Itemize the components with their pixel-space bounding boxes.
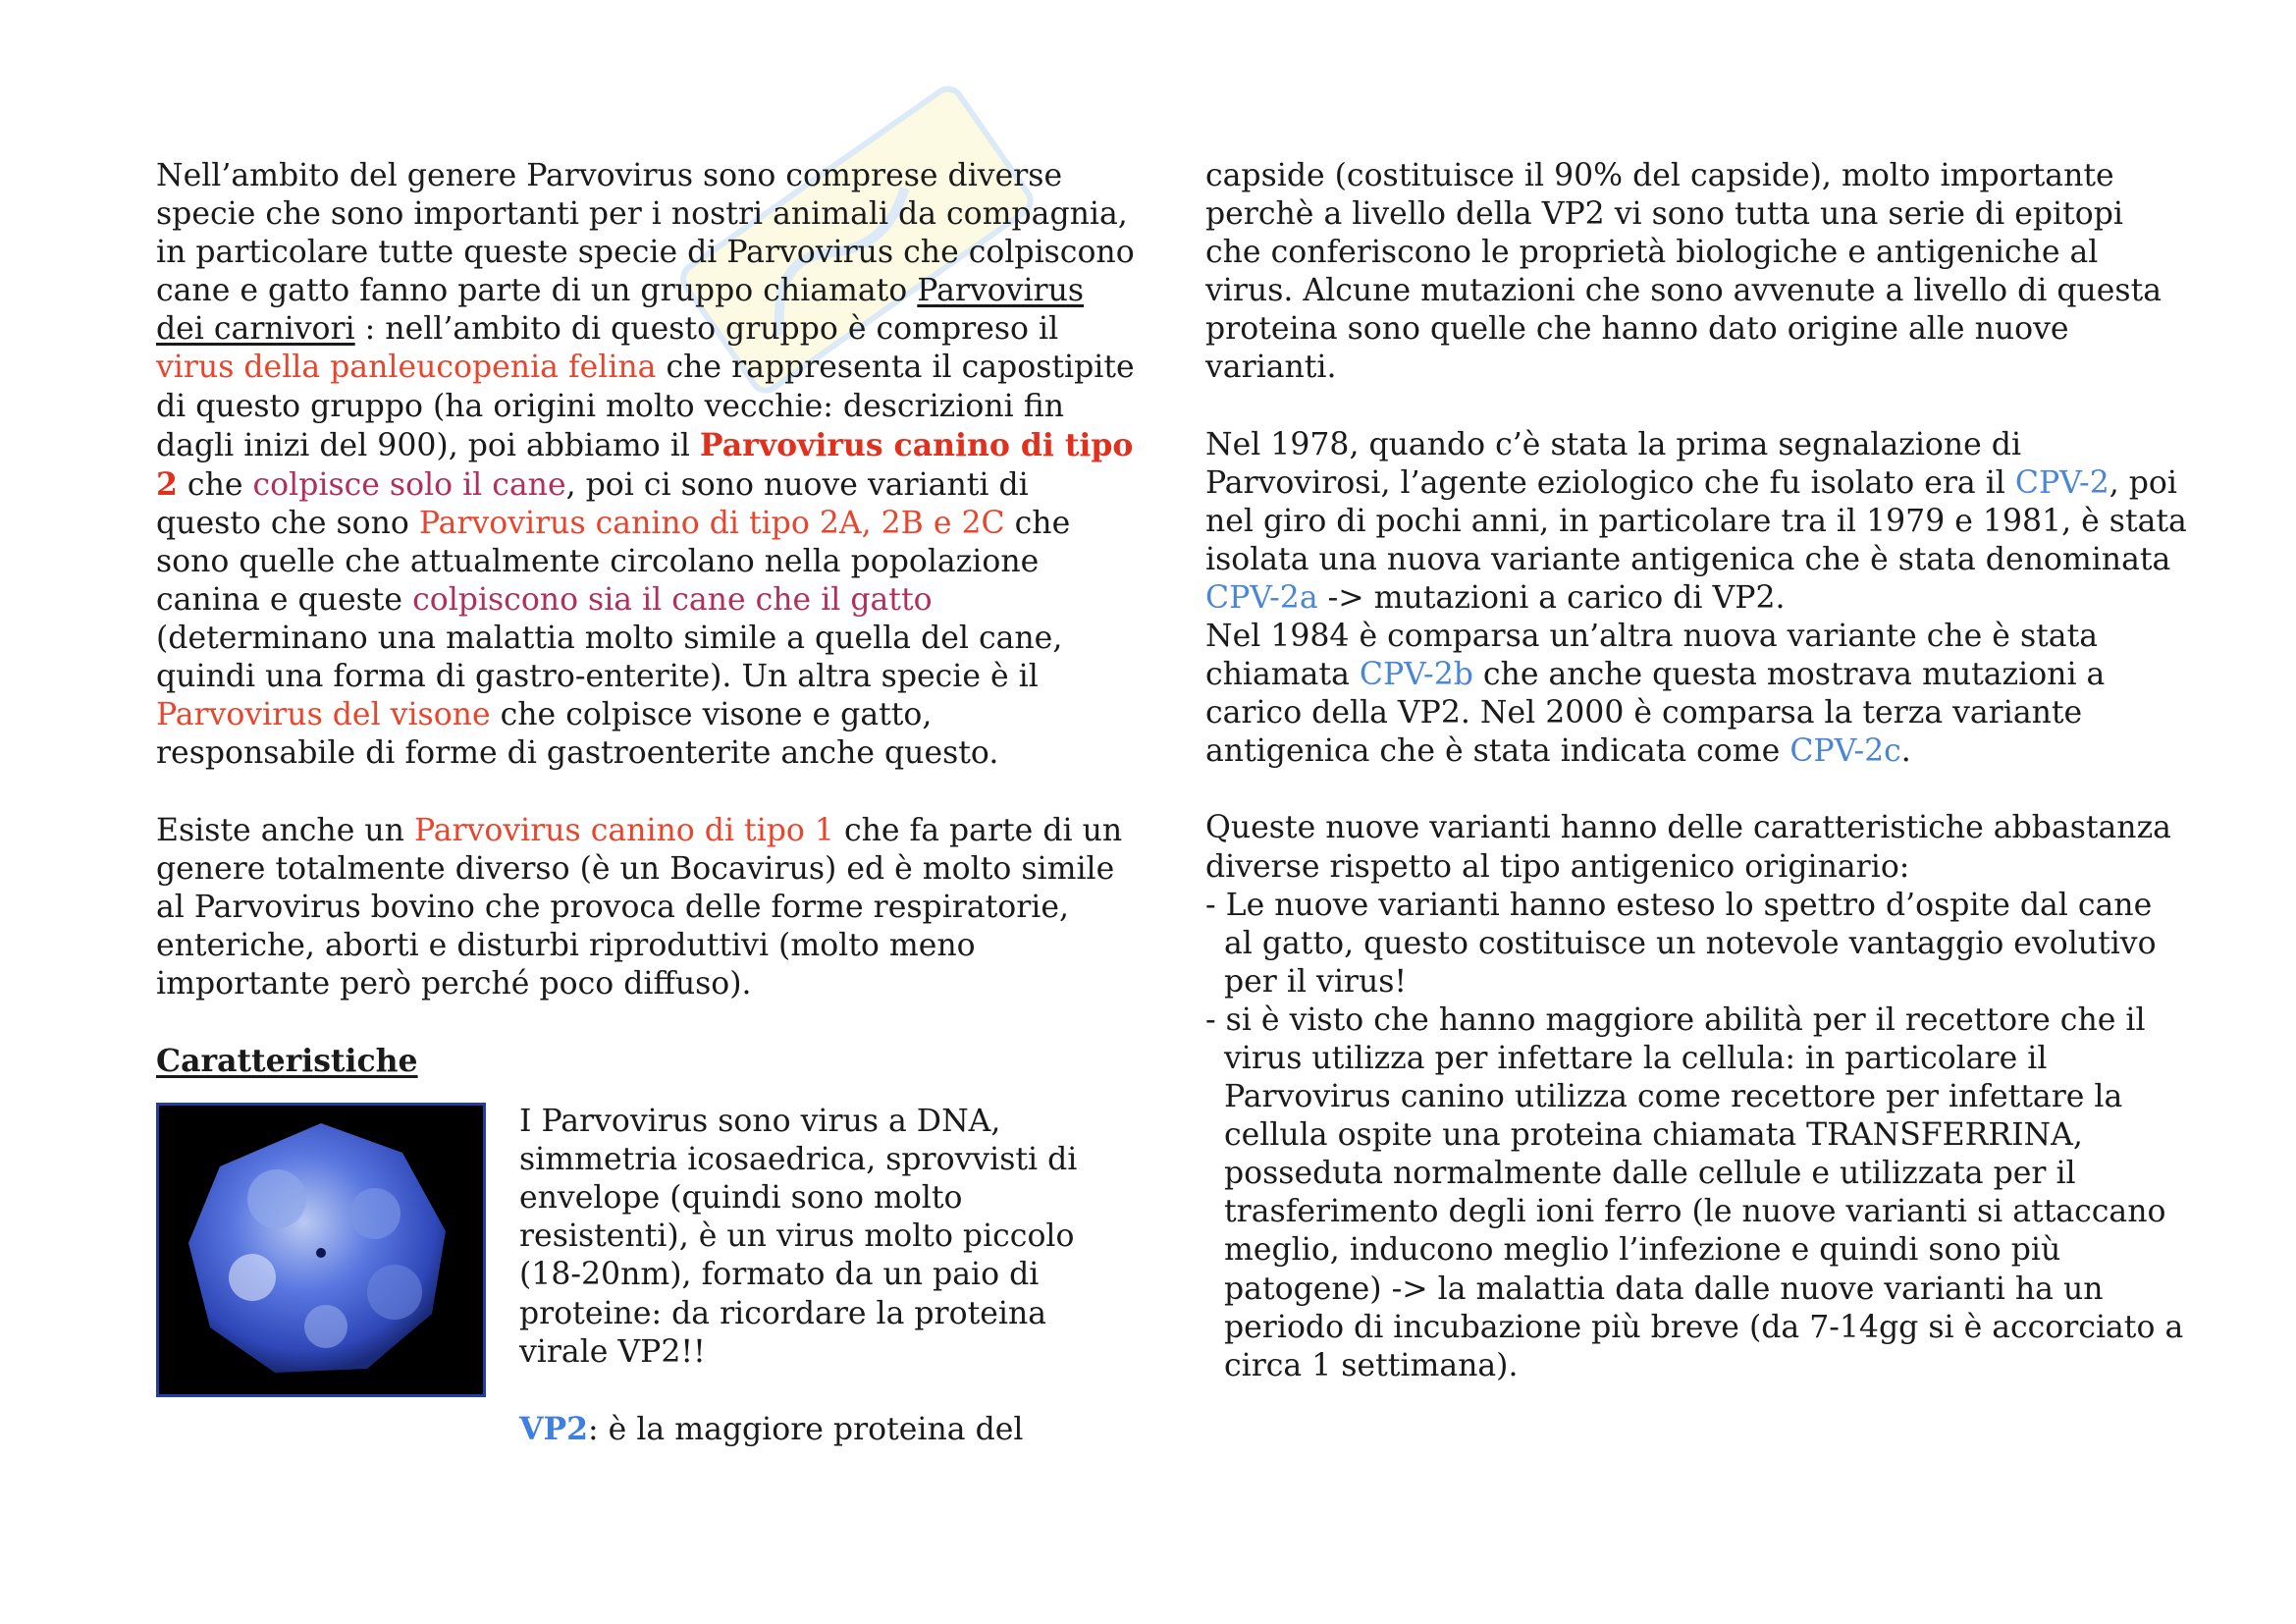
cpv2-term: Parvovirus canino di tipo 2 <box>156 426 1134 503</box>
list-item: - si è visto che hanno maggiore abilità per il recettore che il virus utilizza per infettare la cellula: in particolare il Parvovirus canino utilizza come recettore per infettare la cellula ospite una proteina chiamata TRANSFERRINA, posseduta normalmente dalle cellule e utilizzata per il trasferimento degli ioni ferro (le nuove varianti si attaccano meglio, inducono meglio l’infezione e quindi sono più patogene) -> la malattia data dalle nuove varianti ha un periodo di incubazione più breve (da 7-14gg si è accorciato a circa 1 settimana). <box>1205 1001 2184 1383</box>
intro-paragraph: Nell’ambito del genere Parvovirus sono comprese diverse specie che sono importanti per i nostri animali da compagnia, in particolare tutte queste specie di Parvovirus che colpiscono cane e gatto fanno parte di un gruppo chiamato Parvovirus dei carnivori : nell’ambito di questo gruppo è compreso il virus della panleucopenia felina che rappresenta il capostipite di questo gruppo (ha origini molto vecchie: descrizioni fin dagli inizi del 900), poi abbiamo il Parvovirus canino di tipo 2 che colpisce solo il cane, poi ci sono nuove varianti di questo che sono Parvovirus canino di tipo 2A, 2B e 2C che sono quelle che attualmente circolano nella popolazione canina e queste colpiscono sia il cane che il gatto (determinano una malattia molto simile a quella del cane, quindi una forma di gastro-enterite). Un altra specie è il Parvovirus del visone che colpisce visone e gatto, responsabile di forme di gastroenterite anche questo. <box>156 158 1135 772</box>
fpv-term: virus della panleucopenia felina <box>156 350 657 386</box>
figure-caption-text: I Parvovirus sono virus a DNA, simmetria icosaedrica, sprovvisti di envelope (quindi sono molto resistenti), è un virus molto piccolo (18-20nm), formato da un paio di proteine: da ricordare la proteina virale VP2!! VP2: è la maggiore proteina del <box>519 1103 1138 1449</box>
capsid-paragraph: capside (costituisce il 90% del capside), molto importante perchè a livello della VP2 vi sono tutta una serie di epitopi che conferiscono le proprietà biologiche e antigeniche al virus. Alcune mutazioni che sono avvenute a livello di questa proteina sono quelle che hanno dato origine alle nuove varianti. <box>1205 158 2163 386</box>
dog-cat-term: colpiscono sia il cane che il gatto <box>412 582 933 619</box>
cpv-2b-term: CPV-2b <box>1359 657 1473 693</box>
left-column <box>156 157 1138 1486</box>
history-paragraph: Nel 1978, quando c’è stata la prima segnalazione di Parvovirosi, l’agente eziologico che fu isolato era il CPV-2, poi nel giro di pochi anni, in particolare tra il 1979 e 1981, è stata isolata una nuova variante antigenica che è stata denominata CPV-2a -> mutazioni a carico di VP2. <box>1205 426 2187 616</box>
dog-only-term: colpisce solo il cane <box>252 466 566 503</box>
right-column <box>1205 157 2187 1385</box>
cpv1-term: Parvovirus canino di tipo 1 <box>413 812 834 848</box>
variants-intro-paragraph: Queste nuove varianti hanno delle caratteristiche abbastanza diverse rispetto al tipo antigenico originario: <box>1205 810 2171 885</box>
list-item: - Le nuove varianti hanno esteso lo spettro d’ospite dal cane al gatto, questo costituisce un notevole vantaggio evolutivo per il virus! <box>1205 887 2157 1000</box>
parvovirus-image <box>156 1103 486 1397</box>
mink-term: Parvovirus del visone <box>156 697 491 733</box>
section-heading: Caratteristiche <box>156 1042 418 1079</box>
cpv1-paragraph: Esiste anche un Parvovirus canino di tipo 1 che fa parte di un genere totalmente diverso (è un Bocavirus) ed è molto simile al Parvovirus bovino che provoca delle forme respiratorie, enteriche, aborti e disturbi riproduttivi (molto meno importante però perché poco diffuso). <box>156 812 1123 1001</box>
vp2-term: VP2 <box>519 1410 589 1447</box>
cpv-2a-term: CPV-2a <box>1205 579 1318 616</box>
variants-term: Parvovirus canino di tipo 2A, 2B e 2C <box>418 505 1005 541</box>
carnivore-group-term: Parvovirus dei carnivori <box>156 273 1085 348</box>
cpv-2c-term: CPV-2c <box>1789 733 1901 770</box>
history-paragraph-2: Nel 1984 è comparsa un’altra nuova variante che è stata chiamata CPV-2b che anche questa mostrava mutazioni a carico della VP2. Nel 2000 è comparsa la terza variante antigenica che è stata indicata come CPV-2c. <box>1205 619 2106 770</box>
figure-row <box>156 1103 1138 1486</box>
vp2-paragraph: VP2: è la maggiore proteina del <box>519 1410 1024 1447</box>
cpv-2-term: CPV-2 <box>2014 464 2109 501</box>
